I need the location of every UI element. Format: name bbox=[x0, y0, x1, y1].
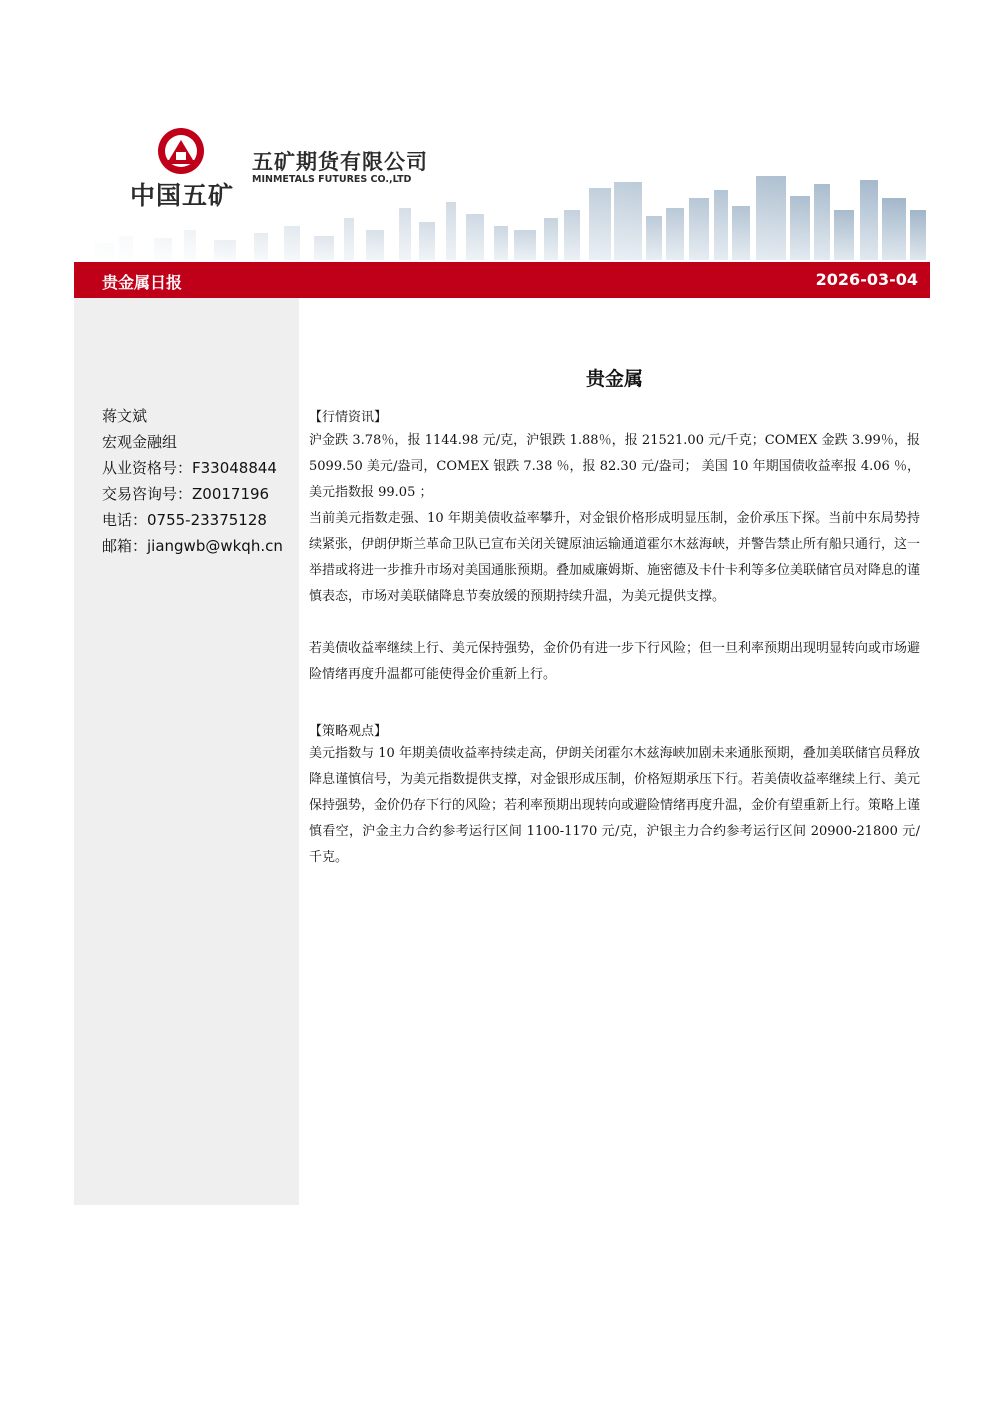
strategy-paragraph: 美元指数与 10 年期美债收益率持续走高，伊朗关闭霍尔木兹海峡加剧未来通胀预期，叠加美联储官员释放降息谨慎信号，为美元指数提供支撑，对金银形成压制，价格短期承压下行。若美债收益率继续上行、美元保持强势，金价仍存下行的风险；若利率预期出现转向或避险情绪再度升温，金价有望重新上行。策略上谨慎看空，沪金主力合约参考运行区间 1100-1170 元/克，沪银主力合约参考运行区间 20900-21800 元/千克。 bbox=[309, 746, 921, 865]
report-date: 2026-03-04 bbox=[815, 270, 918, 289]
market-news-paragraph-3: 若美债收益率继续上行、美元保持强势，金价仍有进一步下行风险；但一旦利率预期出现明显转向或市场避险情绪再度升温都可能使得金价重新上行。 bbox=[309, 641, 921, 682]
report-title-bar bbox=[74, 262, 930, 298]
author-sidebar bbox=[74, 298, 299, 1205]
author-name: 蒋文斌 bbox=[102, 407, 148, 425]
company-name-en: MINMETALS FUTURES CO.,LTD bbox=[252, 174, 412, 185]
report-title: 贵金属日报 bbox=[102, 273, 183, 292]
author-info bbox=[102, 403, 283, 559]
qualification-number: 从业资格号：F33048844 bbox=[102, 459, 277, 477]
report-header bbox=[74, 118, 930, 260]
email-address: 邮箱：jiangwb@wkqh.cn bbox=[102, 537, 283, 555]
consult-number: 交易咨询号：Z0017196 bbox=[102, 485, 270, 503]
strategy-label: 【策略观点】 bbox=[309, 724, 388, 739]
market-news-paragraph-2: 当前美元指数走强、10 年期美债收益率攀升，对金银价格形成明显压制，金价承压下探。当前中东局势持续紧张，伊朗伊斯兰革命卫队已宣布关闭关键原油运输通道霍尔木兹海峡，并警告禁止所有船只通行，这一举措或将进一步推升市场对美国通胀预期。叠加威廉姆斯、施密德及卡什卡利等多位美联储官员对降息的谨慎表态，市场对美联储降息节奏放缓的预期持续升温，为美元提供支撑。 bbox=[309, 511, 921, 604]
market-news-paragraph-1: 沪金跌 3.78％，报 1144.98 元/克，沪银跌 1.88％，报 21521.00 元/千克；COMEX 金跌 3.99％，报 5099.50 美元/盎司，COMEX 银跌 7.38 ％，报 82.30 元/盎司； 美国 10 年期国债收益率报 4.06 ％，美元指数报 99.05 ； bbox=[309, 433, 920, 500]
company-name-cn: 五矿期货有限公司 bbox=[252, 150, 428, 174]
minmetals-emblem-icon bbox=[156, 126, 206, 176]
author-group: 宏观金融组 bbox=[102, 433, 178, 451]
section-title: 贵金属 bbox=[585, 368, 643, 390]
phone-number: 电话：0755-23375128 bbox=[102, 511, 267, 529]
logo-text: 中国五矿 bbox=[130, 181, 235, 210]
market-news-label: 【行情资讯】 bbox=[309, 410, 388, 425]
